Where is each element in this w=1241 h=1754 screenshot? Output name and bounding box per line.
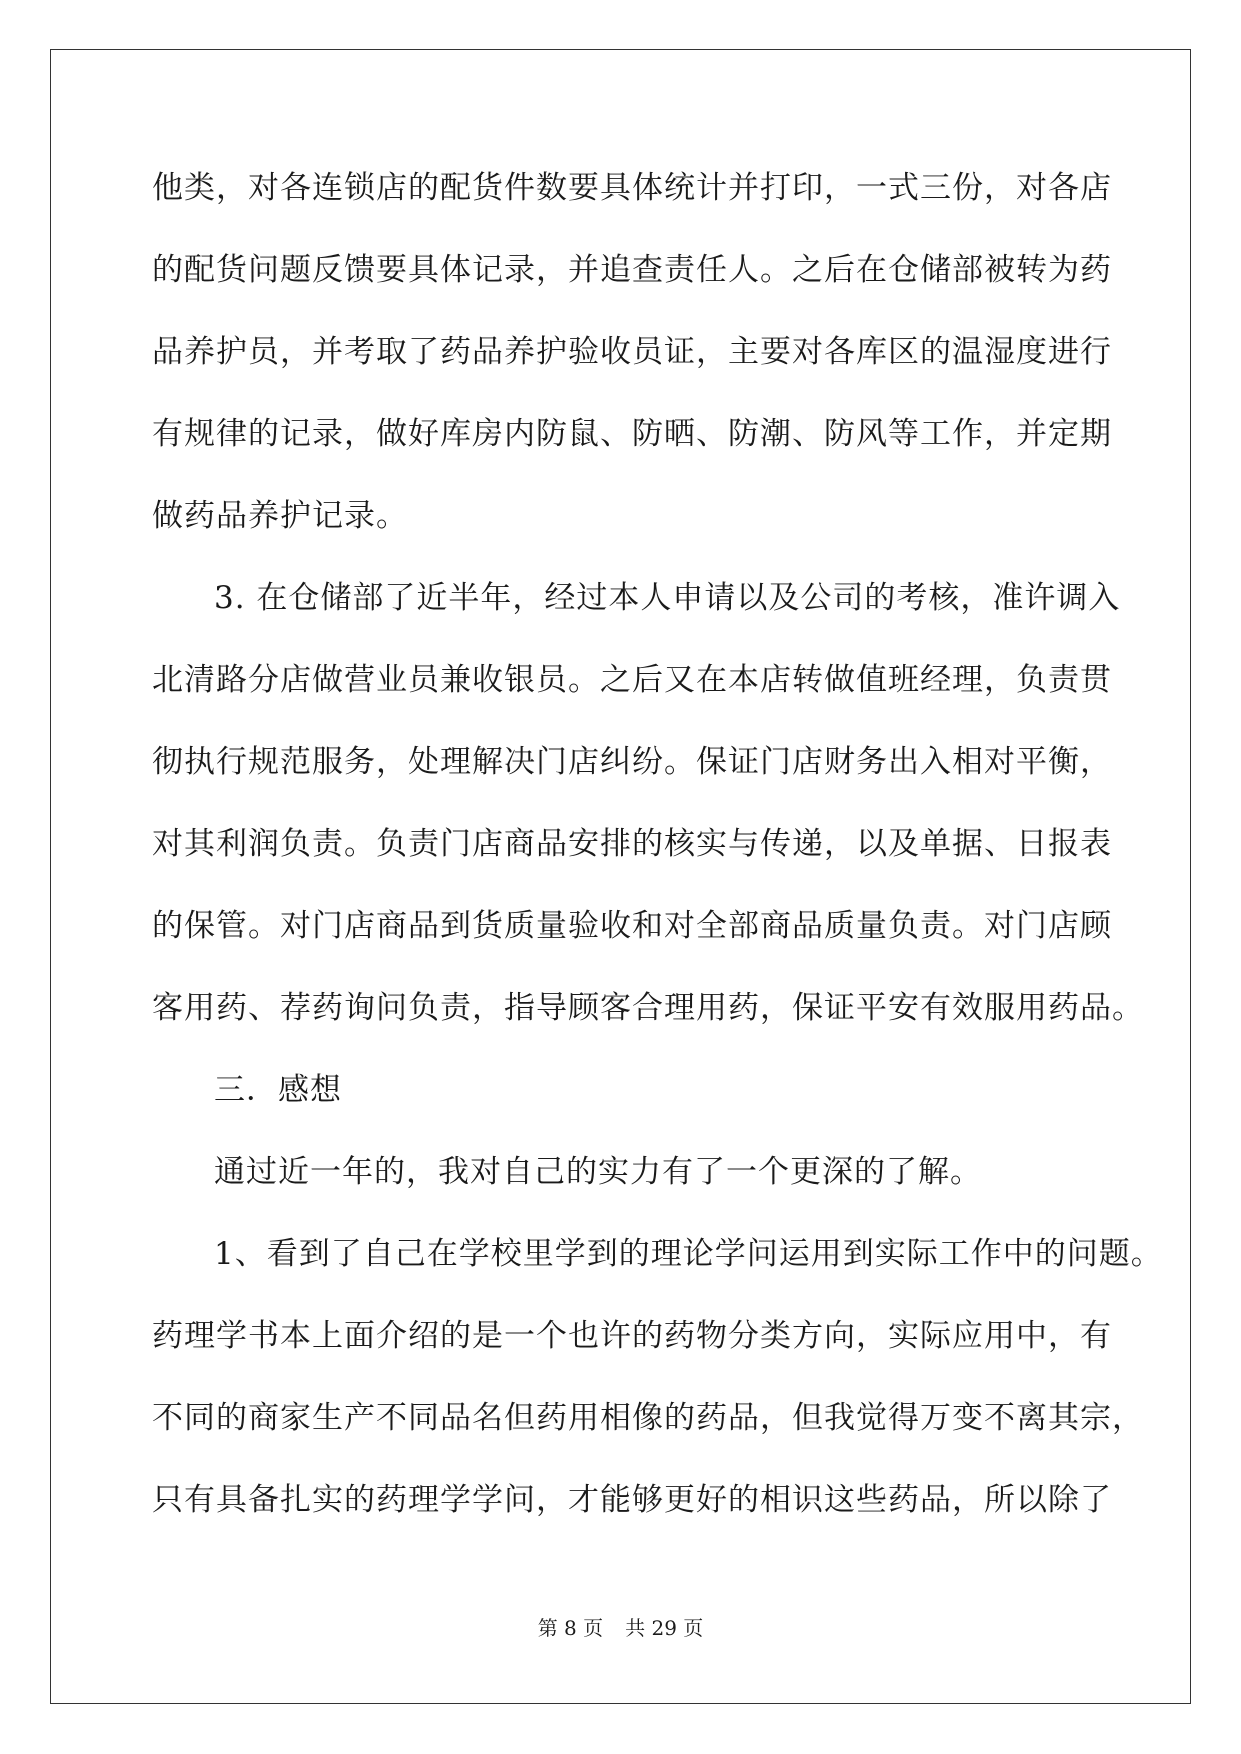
text-line: 客用药、荐药询问负责，指导顾客合理用药，保证平安有效服用药品。 <box>152 990 1144 1026</box>
text-line: 通过近一年的，我对自己的实力有了一个更深的了解。 <box>214 1154 982 1190</box>
text-line: 只有具备扎实的药理学学问，才能够更好的相识这些药品，所以除了 <box>152 1482 1112 1518</box>
text-line: 1、看到了自己在学校里学到的理论学问运用到实际工作中的问题。 <box>214 1236 1163 1272</box>
text-line: 不同的商家生产不同品名但药用相像的药品，但我觉得万变不离其宗， <box>152 1400 1144 1436</box>
text-line: 品养护员，并考取了药品养护验收员证，主要对各库区的温湿度进行 <box>152 334 1112 370</box>
text-line: 有规律的记录，做好库房内防鼠、防晒、防潮、防风等工作，并定期 <box>152 416 1112 452</box>
text-line: 三．感想 <box>214 1072 342 1108</box>
text-line: 3. 在仓储部了近半年，经过本人申请以及公司的考核，准许调入 <box>214 580 1121 616</box>
text-line: 药理学书本上面介绍的是一个也许的药物分类方向，实际应用中，有 <box>152 1318 1112 1354</box>
text-line: 彻执行规范服务，处理解决门店纠纷。保证门店财务出入相对平衡， <box>152 744 1112 780</box>
page-footer <box>0 1612 1241 1641</box>
text-line: 的配货问题反馈要具体记录，并追查责任人。之后在仓储部被转为药 <box>152 252 1112 288</box>
document-body <box>152 160 1163 1554</box>
text-line: 的保管。对门店商品到货质量验收和对全部商品质量负责。对门店顾 <box>152 908 1112 944</box>
text-line: 他类，对各连锁店的配货件数要具体统计并打印，一式三份，对各店 <box>152 170 1112 206</box>
text-line: 北清路分店做营业员兼收银员。之后又在本店转做值班经理，负责贯 <box>152 662 1112 698</box>
page-total: 共 29 页 <box>625 1616 704 1640</box>
page-number: 第 8 页 <box>537 1616 604 1640</box>
text-line: 对其利润负责。负责门店商品安排的核实与传递，以及单据、日报表 <box>152 826 1112 862</box>
text-line: 做药品养护记录。 <box>152 498 408 534</box>
